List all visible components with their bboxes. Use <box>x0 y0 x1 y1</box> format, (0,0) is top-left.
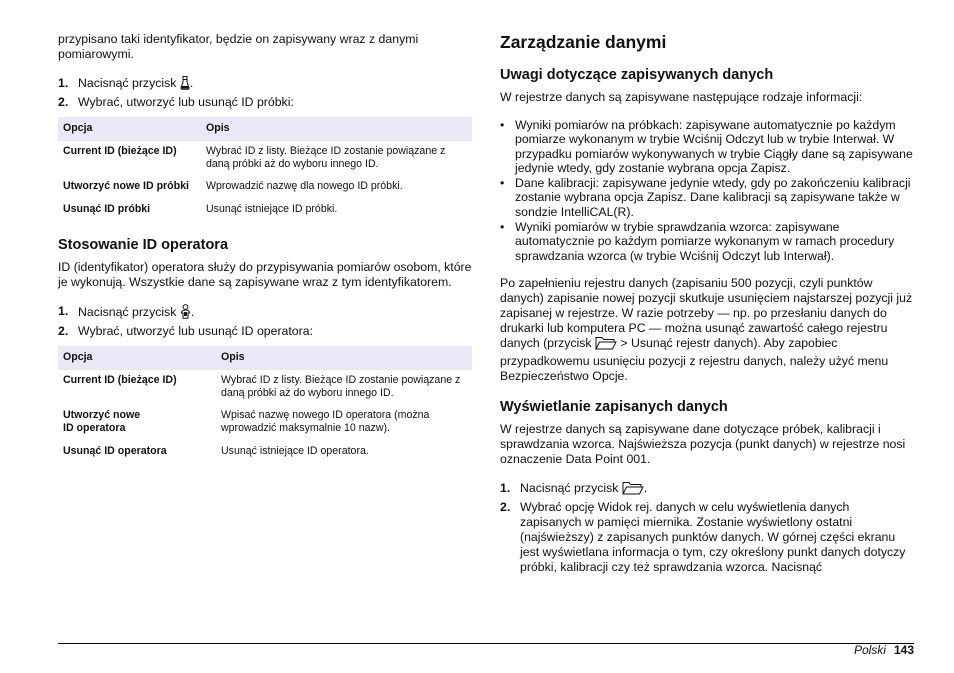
table-row: Usunąć ID próbki Usunąć istniejące ID próbki. <box>63 203 338 216</box>
sample-bottle-icon <box>180 76 190 94</box>
folder-icon <box>622 481 644 499</box>
list-item: 1. Nacisnąć przycisk . <box>58 76 472 94</box>
list-item: 2. Wybrać opcję Widok rej. danych w celu wyświetlenia danych zapisanych w pamięci miernika. Zostanie wyświetlony ostatni (najświeższy) z zapisanych punktów danych. W górnej części ekranu jest wyświetlana informacja o tym, czy określony punkt danych dotyczy próbki, kalibracji czy też sprawdzania wzorca. Nacisnąć <box>500 499 906 574</box>
list-item: 1. Nacisnąć przycisk . <box>500 481 914 499</box>
table-header-row: Opcja Opis <box>58 117 472 141</box>
list-item: 1. Nacisnąć przycisk . <box>58 304 472 323</box>
operator-id-intro: ID (identyfikator) operatora służy do przypisywania pomiarów osobom, które je wykonują. Wszystkie dane są zapisywane wraz z tym identyfikatorem. <box>58 259 472 289</box>
table-row: Current ID (bieżące ID) Wybrać ID z listy. Bieżące ID zostanie powiązane z daną próbki aż do wyboru innego ID. <box>63 373 461 399</box>
view-saved-data-intro: W rejestrze danych są zapisywane dane dotyczące próbek, kalibracji i sprawdzania wzorca. Najświeższa pozycja (punkt danych) w rejestrze nosi oznaczenie Data Point 001. <box>500 421 906 466</box>
list-item: 2. Wybrać, utworzyć lub usunąć ID próbki: <box>58 95 294 109</box>
operator-person-icon <box>180 304 191 323</box>
list-item: • Dane kalibracji: zapisywane jedynie wtedy, gdy po zakończeniu kalibracji zostanie wybrana opcja Zapisz. Dane kalibracji są zapisywane także w sondzie IntelliCAL(R). <box>500 176 911 219</box>
operator-id-heading: Stosowanie ID operatora <box>58 236 229 253</box>
view-saved-data-heading: Wyświetlanie zapisanych danych <box>500 398 728 415</box>
sample-id-steps <box>58 76 472 110</box>
data-log-full-paragraph: Po zapełnieniu rejestru danych (zapisaniu 500 pozycji, czyli punktów danych) zapisanie nowej pozycji skutkuje usunięciem najstarszej pozycji już zapisanej w rejestrze. W razie potrzeby — np. po przesłaniu danych do drukarki lub komputera PC — można usunąć zawartość całego rejestru danych (przycisk > Usunąć rejestr danych). Aby zapobiec przypadkowemu usunięciu pozycji z rejestru danych, należy użyć menu Bezpieczeństwo Opcje. <box>500 275 913 383</box>
list-item: • Wyniki pomiarów na próbkach: zapisywane automatycznie po każdym pomiarze wykonanym w trybie Wciśnij Odczyt lub w trybie Interwał. W przypadku pomiarów wykonywanych w trybie Ciągły dane są zapisywane jedynie wtedy, gdy zostanie wybrana opcja Zapisz. <box>500 118 913 175</box>
page-number: 143 <box>893 643 914 657</box>
sample-id-options-table <box>58 117 472 222</box>
saved-data-notes-intro: W rejestrze danych są zapisywane następujące rodzaje informacji: <box>500 90 863 104</box>
list-item: • Wyniki pomiarów w trybie sprawdzania wzorca: zapisywane automatycznie po każdym pomiarze wykonanym w ramach procedury sprawdzania wzorca (w trybie Wciśnij Odczyt lub Interwał). <box>500 220 895 263</box>
table-header-row: Opcja Opis <box>58 346 472 370</box>
table-row: Utworzyć nowe ID operatora Wpisać nazwę nowego ID operatora (można wprowadzić maksymalnie 10 nazw). <box>63 409 430 435</box>
table-row: Utworzyć nowe ID próbki Wprowadzić nazwę dla nowego ID próbki. <box>63 180 403 193</box>
table-row: Current ID (bieżące ID) Wybrać ID z listy. Bieżące ID zostanie powiązane z daną próbki aż do wyboru innego ID. <box>63 144 446 170</box>
list-item: 2. Wybrać, utworzyć lub usunąć ID operatora: <box>58 323 313 338</box>
footer-divider <box>58 643 914 644</box>
footer-language: Polski <box>853 643 886 657</box>
operator-id-options-table <box>58 346 472 464</box>
data-management-heading: Zarządzanie danymi <box>500 32 667 52</box>
view-saved-data-steps <box>500 481 914 575</box>
sample-id-intro: przypisano taki identyfikator, będzie on zapisywany wraz z danymi pomiarowymi. <box>58 32 419 61</box>
table-row: Usunąć ID operatora Usunąć istniejące ID operatora. <box>63 444 369 457</box>
page-footer <box>854 643 914 657</box>
saved-data-types-list <box>500 118 914 263</box>
operator-id-steps <box>58 304 472 339</box>
saved-data-notes-heading: Uwagi dotyczące zapisywanych danych <box>500 67 774 83</box>
right-column <box>500 32 914 576</box>
folder-icon <box>595 336 617 354</box>
left-column <box>58 32 472 464</box>
